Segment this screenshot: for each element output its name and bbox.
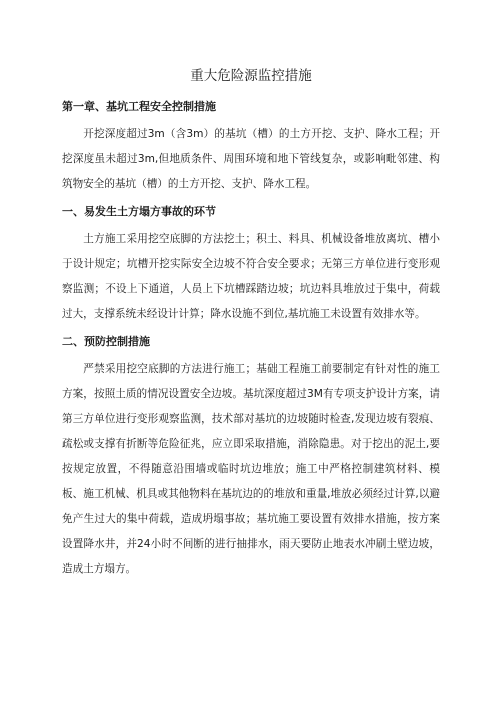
chapter-heading: 第一章、基坑工程安全控制措施 bbox=[62, 100, 216, 113]
intro-paragraph: 开挖深度超过3m（含3m）的基坑（槽）的土方开挖、支护、降水工程；开挖深度虽未超过3m,但地质条件、周围环境和地下管线复杂，或影响毗邻建、构筑物安全的基坑（槽）的土方开挖、支护、降水工程。 bbox=[62, 128, 440, 190]
document-page bbox=[62, 66, 440, 588]
section1-heading: 一、易发生土方塌方事故的环节 bbox=[62, 205, 216, 218]
document-title: 重大危险源监控措施 bbox=[190, 68, 312, 84]
section2-heading: 二、预防控制措施 bbox=[62, 335, 150, 348]
section2-paragraph: 严禁采用挖空底脚的方法进行施工；基础工程施工前要制定有针对性的施工方案，按照土质的情况设置安全边坡。基坑深度超过3M有专项支护设计方案，请第三方单位进行变形观察监测，技术部对基坑的边坡随时检查,发现边坡有裂痕、疏松或支撑有折断等危险征兆，应立即采取措施，消除隐患。对于挖出的泥土,要按规定放置，不得随意沿围墙或临时坑边堆放；施工中严格控制建筑材料、模板、施工机械、机具或其他物料在基坑边的的堆放和重量,堆放必须经过计算,以避免产生过大的集中荷载，造成坍塌事故；基坑施工要设置有效排水措施，按方案设置降水井，并24小时不间断的进行抽排水，雨天要防止地表水冲刷土壁边坡，造成土方塌方。 bbox=[62, 363, 440, 575]
section1-paragraph: 土方施工采用挖空底脚的方法挖土；积土、料具、机械设备堆放离坑、槽小于设计规定；坑槽开挖实际安全边坡不符合安全要求；无第三方单位进行变形观察监测；不设上下通道，人员上下坑槽踩踏边坡；坑边料具堆放过于集中，荷载过大，支撑系统未经设计计算；降水设施不到位,基坑施工未设置有效排水等。 bbox=[62, 233, 440, 320]
